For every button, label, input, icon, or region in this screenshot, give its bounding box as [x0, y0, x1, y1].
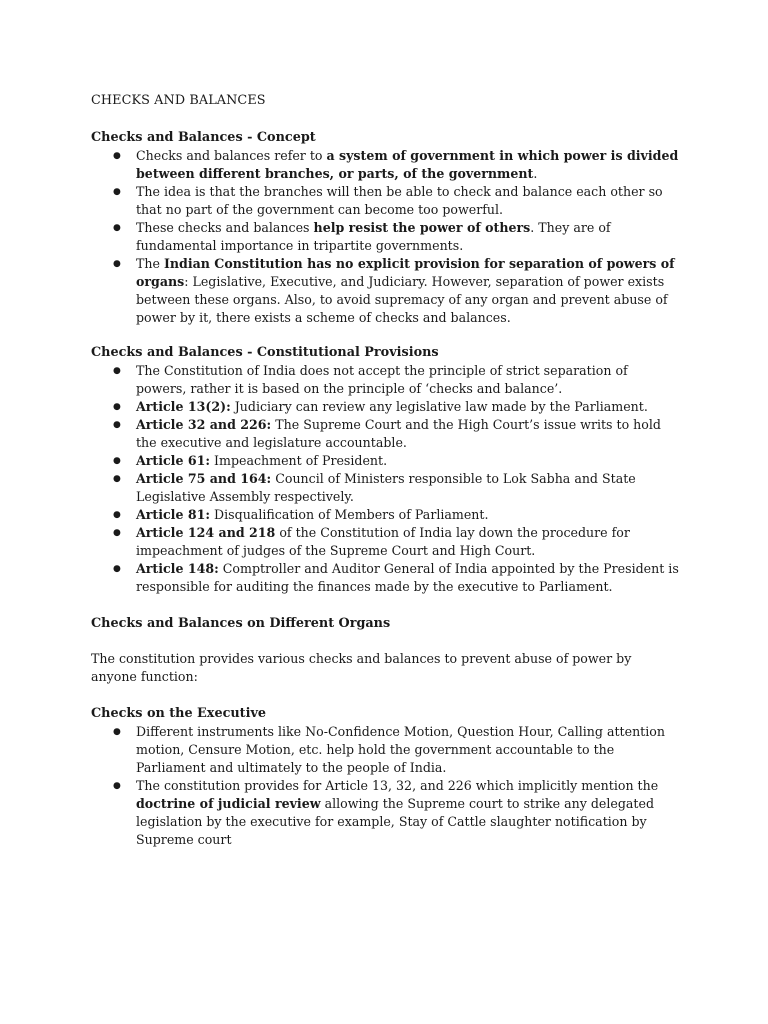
- bullet-icon: ●: [113, 528, 121, 538]
- bullet-icon: ●: [113, 420, 121, 430]
- heading-executive: Checks on the Executive: [91, 706, 267, 721]
- item-bold-text: Indian Constitution has no explicit provision for separation of powers of organs: [136, 256, 675, 289]
- bullet-icon: ●: [113, 259, 121, 269]
- item-text: These checks and balances: [136, 220, 314, 235]
- item-text: Judiciary can review any legislative law made by the Parliament.: [230, 399, 648, 414]
- bullet-icon: ●: [113, 366, 121, 376]
- item-text-end: : Legislative, Executive, and Judiciary. However, separation of power exists between these organs. Also, to avoid supremacy of any organ and prevent abuse of power by it, there exists a scheme of checks and balances.: [136, 274, 668, 325]
- list-item: [91, 255, 688, 327]
- item-text: Comptroller and Auditor General of India appointed by the President is responsible for auditing the finances made by the executive to Parliament.: [136, 561, 679, 594]
- bullet-icon: ●: [113, 187, 121, 197]
- document-title: CHECKS AND BALANCES: [91, 93, 266, 108]
- bullet-icon: ●: [113, 456, 121, 466]
- item-bold-text: help resist the power of others: [313, 220, 531, 235]
- list-item: [91, 362, 688, 398]
- item-text: of the Constitution of India lay down the procedure for impeachment of judges of the Supreme Court and High Court.: [136, 525, 630, 558]
- concept-list: [91, 147, 688, 327]
- provisions-list: [91, 362, 688, 596]
- item-text-end: allowing the Supreme court to strike any delegated legislation by the executive for example, Stay of Cattle slaughter notification by Supreme court: [136, 796, 655, 847]
- list-item: [91, 398, 688, 416]
- bullet-icon: ●: [113, 474, 121, 484]
- article-label: Article 61:: [136, 453, 211, 468]
- article-label: Article 148:: [136, 561, 219, 576]
- list-item: [91, 723, 688, 777]
- list-item: [91, 560, 688, 596]
- item-text: The idea is that the branches will then be able to check and balance each other so that no part of the government can become too powerful.: [136, 184, 663, 217]
- heading-provisions: Checks and Balances - Constitutional Provisions: [91, 345, 439, 360]
- bullet-icon: ●: [113, 223, 121, 233]
- heading-organs: Checks and Balances on Different Organs: [91, 616, 391, 631]
- list-item: [91, 470, 688, 506]
- bullet-icon: ●: [113, 510, 121, 520]
- item-text: The Supreme Court and the High Court’s issue writs to hold the executive and legislature accountable.: [136, 417, 661, 450]
- list-item: [91, 524, 688, 560]
- bullet-icon: ●: [113, 564, 121, 574]
- list-item: [91, 506, 688, 524]
- list-item: [91, 416, 688, 452]
- bullet-icon: ●: [113, 727, 121, 737]
- executive-list: [91, 723, 688, 849]
- list-item: [91, 452, 688, 470]
- item-text: Council of Ministers responsible to Lok Sabha and State Legislative Assembly respectively.: [136, 471, 636, 504]
- item-text: The constitution provides for Article 13, 32, and 226 which implicitly mention the: [136, 778, 659, 793]
- article-label: Article 124 and 218: [136, 525, 276, 540]
- article-label: Article 13(2):: [136, 399, 231, 414]
- item-text: Impeachment of President.: [210, 453, 388, 468]
- item-text: Disqualification of Members of Parliament.: [210, 507, 489, 522]
- item-text: Different instruments like No-Confidence Motion, Question Hour, Calling attention motion, Censure Motion, etc. help hold the government accountable to the Parliament and ultimately to the people of India.: [136, 724, 665, 775]
- article-label: Article 75 and 164:: [136, 471, 272, 486]
- article-label: Article 81:: [136, 507, 211, 522]
- bullet-icon: ●: [113, 402, 121, 412]
- article-label: Article 32 and 226:: [136, 417, 272, 432]
- organs-paragraph: The constitution provides various checks and balances to prevent abuse of power by anyone function:: [91, 651, 632, 684]
- list-item: [91, 777, 688, 849]
- bullet-icon: ●: [113, 151, 121, 161]
- list-item: [91, 183, 688, 219]
- heading-concept: Checks and Balances - Concept: [91, 130, 316, 145]
- item-text: The: [136, 256, 164, 271]
- item-text-end: . They are of fundamental importance in tripartite governments.: [136, 220, 611, 253]
- item-bold-text: a system of government in which power is divided between different branches, or parts, of the government: [136, 148, 679, 181]
- list-item: [91, 219, 688, 255]
- bullet-icon: ●: [113, 781, 121, 791]
- item-text-end: .: [533, 166, 538, 181]
- item-text: Checks and balances refer to: [136, 148, 327, 163]
- list-item: [91, 147, 688, 183]
- item-text: The Constitution of India does not accept the principle of strict separation of powers, rather it is based on the principle of ‘checks and balance’.: [136, 363, 628, 396]
- item-bold-text: doctrine of judicial review: [136, 796, 321, 811]
